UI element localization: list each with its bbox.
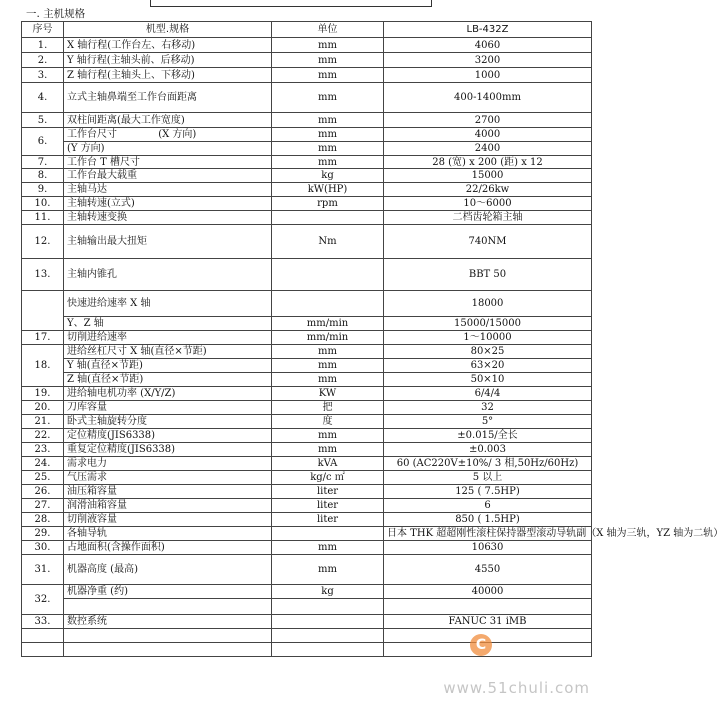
table-row: 33. 数控系统 FANUC 31 iMB: [22, 615, 592, 629]
table-row: 21. 卧式主轴旋转分度 度 5°: [22, 415, 592, 429]
header-spec: 机型.规格: [64, 22, 272, 38]
table-row: 4. 立式主轴鼻端至工作台面距离 mm 400-1400mm: [22, 83, 592, 113]
table-row: 18. 进给丝杠尺寸 X 轴(直径×节距) mm 80×25: [22, 345, 592, 359]
table-row: 9. 主轴马达 kW(HP) 22/26kw: [22, 183, 592, 197]
rapid-feed-x-label: 快速进给速率 X 轴: [64, 291, 272, 317]
section-heading: 一. 主机规格: [26, 8, 86, 20]
table-row: Z 轴(直径×节距) mm 50×10: [22, 373, 592, 387]
table-row: 快速进给速率 X 轴 18000: [22, 291, 592, 317]
table-row: 3. Z 轴行程(主轴头上、下移动) mm 1000: [22, 68, 592, 83]
table-header-row: [22, 22, 592, 38]
table-row: [22, 599, 592, 615]
table-row: 27. 润滑油箱容量 liter 6: [22, 499, 592, 513]
table-row: 32. 机器净重 (约) kg 40000: [22, 585, 592, 599]
header-unit: 单位: [272, 22, 384, 38]
table-row: 13. 主轴内锥孔 BBT 50: [22, 259, 592, 291]
header-no: 序号: [22, 22, 64, 38]
table-row: 7. 工作台 T 槽尺寸 mm 28 (宽) x 200 (距) x 12: [22, 156, 592, 169]
worktable-label: 工作台尺寸: [67, 129, 117, 140]
table-row: 17. 切削进给速率 mm/min 1～10000: [22, 331, 592, 345]
table-row: [22, 629, 592, 643]
table-row: 8. 工作台最大载重 kg 15000: [22, 169, 592, 183]
table-row: 1. X 轴行程(工作台左、右移动) mm 4060: [22, 38, 592, 53]
table-row: [22, 643, 592, 657]
table-row: 20. 刀库容量 把 32: [22, 401, 592, 415]
watermark-text: www.51chuli.com: [443, 679, 590, 697]
table-row: 31. 机器高度 (最高) mm 4550: [22, 555, 592, 585]
spec-table: [21, 21, 723, 657]
rapid-feed-yz-label: Y、Z 轴: [64, 317, 272, 331]
table-row: 19. 进给轴电机功率 (X/Y/Z) KW 6/4/4: [22, 387, 592, 401]
table-row: 28. 切削液容量 liter 850 ( 1.5HP): [22, 513, 592, 527]
table-row: 24. 需求电力 kVA 60 (AC220V±10%/ 3 相,50Hz/60Hz): [22, 457, 592, 471]
header-box: [150, 0, 432, 7]
header-model: LB-432Z: [384, 22, 592, 38]
table-row: 2. Y 轴行程(主轴头前、后移动) mm 3200: [22, 53, 592, 68]
table-row: 22. 定位精度(JIS6338) mm ±0.015/全长: [22, 429, 592, 443]
table-row: 25. 气压需求 kg/c ㎡ 5 以上: [22, 471, 592, 485]
table-row: 10. 主轴转速(立式) rpm 10～6000: [22, 197, 592, 211]
table-row: 11. 主轴转速变换 二档齿轮箱主轴: [22, 211, 592, 225]
floor-area-label: 机器净重 (约): [67, 586, 128, 597]
table-row: 5. 双柱间距离(最大工作宽度) mm 2700: [22, 113, 592, 128]
site-logo-icon: C: [470, 634, 492, 656]
table-row: 6. 工作台尺寸 (X 方向) mm 4000: [22, 128, 592, 142]
table-row: (Y 方向) mm 2400: [22, 142, 592, 156]
table-row: 30. 占地面积(含操作面积) mm 10630: [22, 541, 592, 555]
worktable-y-label: (Y 方向): [64, 142, 272, 156]
floor-width-label: [64, 599, 272, 615]
table-row: Y 轴(直径×节距) mm 63×20: [22, 359, 592, 373]
floor-length-label: [128, 586, 158, 597]
table-row: 29. 各轴导轨 日本 THK 超超刚性滚柱保持器型滚动导轨副（X 轴为三轨，YZ 轴为二轨）: [22, 527, 592, 541]
table-row: 26. 油压箱容量 liter 125 ( 7.5HP): [22, 485, 592, 499]
worktable-x-label: (X 方向): [158, 129, 197, 140]
table-row: 12. 主轴输出最大扭矩 Nm 740NM: [22, 225, 592, 259]
table-row: Y、Z 轴 mm/min 15000/15000: [22, 317, 592, 331]
table-row: 23. 重复定位精度(JIS6338) mm ±0.003: [22, 443, 592, 457]
